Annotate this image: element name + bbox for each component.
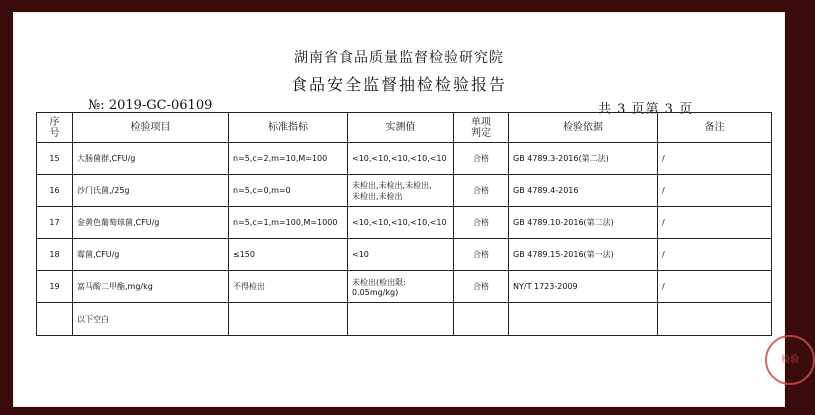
- table-header-row: [37, 113, 772, 143]
- inspection-table: [36, 112, 772, 336]
- cell-standard: n=5,c=1,m=100,M=1000: [229, 207, 348, 239]
- page-info: 共 3 页第 3 页: [598, 102, 694, 117]
- cell-judgement: 合格: [454, 175, 509, 207]
- cell-measured: [348, 143, 454, 175]
- cell-basis: [509, 303, 658, 336]
- measured-line: 0.05mg/kg): [352, 287, 399, 297]
- cell-standard: 不得检出: [229, 271, 348, 303]
- cell-basis: GB 4789.10-2016(第二法): [509, 207, 658, 239]
- cell-seq: 15: [37, 143, 73, 175]
- header-item: 检验项目: [73, 113, 229, 143]
- cell-item: 霉菌,CFU/g: [73, 239, 229, 271]
- header-judgement: 单项 判定: [454, 113, 509, 143]
- cell-remark: /: [658, 239, 772, 271]
- cell-remark: /: [658, 143, 772, 175]
- cell-standard: n=5,c=0,m=0: [229, 175, 348, 207]
- table-row: [37, 239, 772, 271]
- cell-seq: 19: [37, 271, 73, 303]
- cell-judgement: 合格: [454, 207, 509, 239]
- measured-line: <10,<10,<10,<10,<10: [352, 154, 447, 163]
- measured-line: <10: [352, 250, 369, 259]
- organization-name: 湖南省食品质量监督检验研究院: [294, 50, 504, 66]
- cell-measured: [348, 303, 454, 336]
- table-row: [37, 175, 772, 207]
- report-title: 食品安全监督抽检检验报告: [290, 75, 507, 94]
- official-seal: 检验: [765, 335, 815, 385]
- cell-standard: ≤150: [229, 239, 348, 271]
- cell-basis: GB 4789.3-2016(第二法): [509, 143, 658, 175]
- cell-item: 金黄色葡萄球菌,CFU/g: [73, 207, 229, 239]
- table-row: [37, 303, 772, 336]
- header-measured: 实测值: [348, 113, 454, 143]
- header-basis: 检验依据: [509, 113, 658, 143]
- cell-seq: 18: [37, 239, 73, 271]
- measured-line: 未检出(检出限:: [352, 277, 406, 287]
- cell-judgement: 合格: [454, 143, 509, 175]
- header-standard: 标准指标: [229, 113, 348, 143]
- table-row: [37, 207, 772, 239]
- cell-judgement: 合格: [454, 239, 509, 271]
- cell-remark: /: [658, 271, 772, 303]
- cell-item: 以下空白: [73, 303, 229, 336]
- cell-item: 富马酸二甲酯,mg/kg: [73, 271, 229, 303]
- cell-measured: [348, 207, 454, 239]
- cell-standard: [229, 303, 348, 336]
- header-remark: 备注: [658, 113, 772, 143]
- cell-remark: /: [658, 175, 772, 207]
- table-row: [37, 271, 772, 303]
- cell-judgement: 合格: [454, 271, 509, 303]
- measured-line: 未检出,未检出: [352, 191, 403, 201]
- cell-basis: GB 4789.15-2016(第一法): [509, 239, 658, 271]
- cell-seq: 17: [37, 207, 73, 239]
- cell-measured: [348, 271, 454, 303]
- report-page: [13, 12, 799, 407]
- cell-measured: [348, 239, 454, 271]
- cell-seq: 16: [37, 175, 73, 207]
- cell-measured: [348, 175, 454, 207]
- cell-basis: NY/T 1723-2009: [509, 271, 658, 303]
- cell-basis: GB 4789.4-2016: [509, 175, 658, 207]
- cell-item: 沙门氏菌,/25g: [73, 175, 229, 207]
- measured-line: 未检出,未检出,未检出,: [352, 180, 432, 190]
- cell-standard: n=5,c=2,m=10,M=100: [229, 143, 348, 175]
- cell-seq: [37, 303, 73, 336]
- table-row: [37, 143, 772, 175]
- cell-remark: /: [658, 207, 772, 239]
- cell-remark: [658, 303, 772, 336]
- cell-item: 大肠菌群,CFU/g: [73, 143, 229, 175]
- cell-judgement: [454, 303, 509, 336]
- document-number: №: 2019-GC-06109: [88, 98, 213, 113]
- measured-line: <10,<10,<10,<10,<10: [352, 218, 447, 227]
- header-seq: 序 号: [37, 113, 73, 143]
